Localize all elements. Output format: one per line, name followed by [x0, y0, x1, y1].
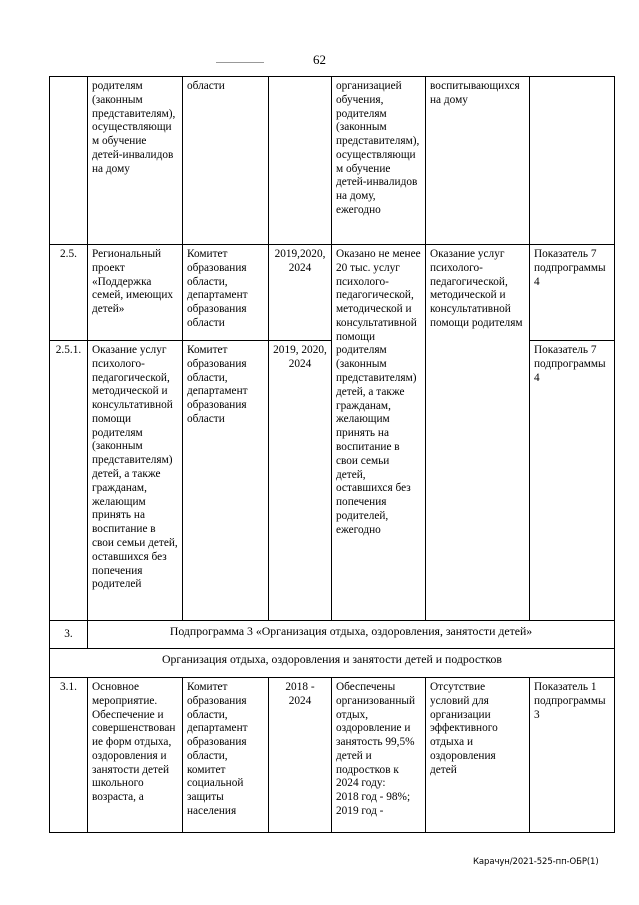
table-row-3-1	[50, 678, 615, 833]
cell-years: 2019, 2020, 2024	[269, 341, 332, 621]
cell-result	[332, 678, 426, 833]
section-title: Организация отдыха, оздоровления и занятости детей и подростков	[50, 649, 615, 678]
cell-consequence: воспитывающихся на дому	[426, 77, 530, 245]
page-number: 62	[313, 52, 326, 67]
table-row-section-header	[50, 649, 615, 678]
result-line: 2019 год -	[336, 805, 384, 818]
cell-name: родителям (законным представителям), осуществляющим обучение детей-инвалидов на дому	[88, 77, 183, 245]
cell-num: 2.5.	[50, 245, 88, 341]
cell-num	[50, 77, 88, 245]
cell-years: 2019,2020, 2024	[269, 245, 332, 341]
table-row-2-5	[50, 245, 615, 341]
table-row-continued	[50, 77, 615, 245]
cell-name: Региональный проект «Поддержка семей, имеющих детей»	[88, 245, 183, 341]
subprogram-title: Подпрограмма 3 «Организация отдыха, оздоровления, занятости детей»	[88, 621, 615, 649]
cell-years	[269, 77, 332, 245]
cell-executor: Комитет образования области, департамент образования области	[183, 341, 269, 621]
cell-result: Оказано не менее 20 тыс. услуг психолого-педагогической, методической и консультативной помощи родителям (законным представителям) детей, а также гражданам, желающим принять на воспитание в свои семьи детей, оставшихся без попечения родителей, ежегодно	[332, 245, 426, 621]
cell-consequence: Отсутствие условий для организации эффективного отдыха и оздоровления детей	[426, 678, 530, 833]
cell-consequence: Оказание услуг психолого-педагогической, методической и консультативной помощи родителям	[426, 245, 530, 621]
cell-executor: области	[183, 77, 269, 245]
cell-name: Оказание услуг психолого-педагогической, методической и консультативной помощи родителям (законным представителям) детей, а также гражданам, желающим принять на воспитание в свои семьи детей, оставшихся без попечения родителей	[88, 341, 183, 621]
cell-num: 3.	[50, 621, 88, 649]
scan-artifact	[216, 62, 264, 63]
cell-indicator: Показатель 7 подпрограммы 4	[530, 341, 615, 621]
cell-indicator	[530, 77, 615, 245]
document-code: Карачун/2021-525-пп-ОБР(1)	[473, 857, 599, 867]
cell-executor: Комитет образования области, департамент образования области	[183, 245, 269, 341]
result-line: 2018 год - 98%;	[336, 791, 411, 804]
result-line: Обеспечены организованный отдых, оздоровление и занятость 99,5% детей и подростков к 2024 году:	[336, 681, 416, 790]
cell-result: организацией обучения, родителям (законным представителям), осуществляющим обучение детей-инвалидов на дому, ежегодно	[332, 77, 426, 245]
cell-num: 2.5.1.	[50, 341, 88, 621]
table-row-subprogram-3	[50, 621, 615, 649]
cell-indicator: Показатель 1 подпрограммы 3	[530, 678, 615, 833]
cell-executor: Комитет образования области, департамент образования области, комитет социальной защиты населения	[183, 678, 269, 833]
cell-years: 2018 - 2024	[269, 678, 332, 833]
cell-num: 3.1.	[50, 678, 88, 833]
cell-indicator: Показатель 7 подпрограммы 4	[530, 245, 615, 341]
cell-name: Основное мероприятие. Обеспечение и совершенствование форм отдыха, оздоровления и занятости детей школьного возраста, а	[88, 678, 183, 833]
program-activities-table	[49, 76, 615, 833]
